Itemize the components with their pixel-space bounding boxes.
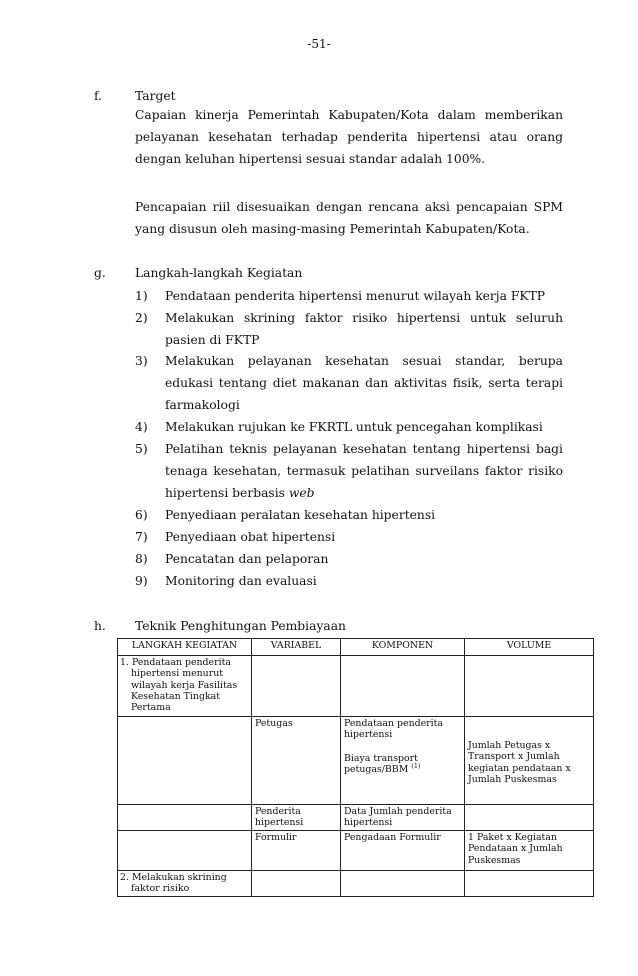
text-line: Penyediaan peralatan kesehatan hipertensi: [165, 508, 436, 522]
variabel-cell: Formulir: [252, 831, 341, 871]
section-f-letter: f.: [94, 89, 103, 103]
list-item: [165, 548, 563, 570]
step-cell: [118, 871, 252, 897]
volume-text: Jumlah Petugas x Transport x Jumlah kegiatan pendataan x Jumlah Puskesmas: [468, 740, 571, 785]
list-item-number: 5): [135, 442, 148, 456]
list-item-number: 6): [135, 508, 148, 522]
text-line: Capaian kinerja Pemerintah Kabupaten/Kota dalam memberikan: [135, 108, 563, 122]
volume-cell: 1 Paket x Kegiatan Pendataan x Jumlah Puskesmas: [465, 831, 594, 871]
footnote-marker: (1): [411, 761, 421, 770]
column-header-komponen: KOMPONEN: [341, 639, 465, 656]
text-line: Kesehatan Tingkat: [131, 690, 220, 702]
text-line: tenaga kesehatan, termasuk pelatihan surveilans faktor risiko: [165, 464, 563, 478]
list-item-number: 2): [135, 311, 148, 325]
table-row: [118, 656, 594, 717]
list-item-number: 9): [135, 574, 148, 588]
list-item: [165, 504, 563, 526]
text-line: edukasi tentang diet makanan dan aktivitas fisik, serta terapi: [165, 376, 563, 390]
table-row: [118, 831, 594, 871]
section-h-title: Teknik Penghitungan Pembiayaan: [135, 619, 346, 633]
text-line: [165, 482, 563, 504]
table-cell: [465, 871, 594, 897]
table-cell: [252, 871, 341, 897]
section-g-letter: g.: [94, 266, 106, 280]
table-cell: [341, 871, 465, 897]
komponen-cell: Pengadaan Formulir: [341, 831, 465, 871]
text-line: pelayanan kesehatan terhadap penderita hipertensi atau orang: [135, 130, 563, 144]
list-item: [165, 416, 563, 438]
text-line: Pendataan penderita hipertensi menurut wilayah kerja FKTP: [165, 289, 546, 303]
text-line: Melakukan rujukan ke FKRTL untuk pencegahan komplikasi: [165, 420, 543, 434]
variabel-cell: Penderita hipertensi: [252, 805, 341, 831]
table-cell: [465, 805, 594, 831]
list-item-number: 4): [135, 420, 148, 434]
text-line: Pencatatan dan pelaporan: [165, 552, 329, 566]
list-item: [165, 285, 563, 307]
section-g-title: Langkah-langkah Kegiatan: [135, 266, 303, 280]
komponen-cell: Data Jumlah penderita hipertensi: [341, 805, 465, 831]
list-item-number: 7): [135, 530, 148, 544]
text-line: hipertensi menurut: [131, 668, 224, 680]
section-f-title: Target: [135, 89, 176, 103]
step-cell: [118, 656, 252, 717]
section-f-paragraph-1: [135, 104, 563, 170]
text-line: Melakukan pelayanan kesehatan sesuai standar, berupa: [165, 354, 563, 368]
table-header-row: [118, 639, 594, 656]
step-text: [120, 872, 248, 895]
section-h-letter: h.: [94, 619, 106, 633]
costing-table: [117, 638, 594, 897]
text-line: Pencapaian riil disesuaikan dengan rencana aksi pencapaian SPM: [135, 200, 563, 214]
page-number: -51-: [307, 37, 331, 51]
volume-cell: [465, 717, 594, 805]
column-header-volume: VOLUME: [465, 639, 594, 656]
table-cell: [118, 717, 252, 805]
table-cell: [341, 656, 465, 717]
text-line: Pendataan penderita: [131, 657, 231, 668]
text-fragment: hipertensi berbasis: [165, 486, 289, 500]
table-cell: [252, 656, 341, 717]
table-row: [118, 717, 594, 805]
text-line: Pertama: [131, 702, 171, 714]
table-row: [118, 871, 594, 897]
komponen-cell: [341, 717, 465, 805]
komponen-text: Biaya transport petugas/BBM: [344, 752, 418, 775]
text-line: pasien di FKTP: [165, 333, 260, 347]
text-line: farmakologi: [165, 398, 240, 412]
column-header-variabel: VARIABEL: [252, 639, 341, 656]
table-row: [118, 805, 594, 831]
step-number: 2.: [120, 872, 129, 883]
list-item-number: 1): [135, 289, 148, 303]
list-item: [165, 438, 563, 504]
komponen-text: Pendataan penderita hipertensi: [344, 718, 443, 741]
list-item: [165, 350, 563, 416]
text-line: dengan keluhan hipertensi sesuai standar adalah 100%.: [135, 152, 486, 166]
list-item: [165, 526, 563, 548]
list-item-number: 3): [135, 354, 148, 368]
table-cell: [118, 831, 252, 871]
text-line: Melakukan skrining: [131, 872, 227, 883]
text-line: Pelatihan teknis pelayanan kesehatan tentang hipertensi bagi: [165, 442, 563, 456]
text-line: Melakukan skrining faktor risiko hipertensi untuk seluruh: [165, 311, 563, 325]
text-line: yang disusun oleh masing-masing Pemerintah Kabupaten/Kota.: [135, 222, 530, 236]
section-f-paragraph-2: [135, 196, 563, 240]
table-cell: [118, 805, 252, 831]
text-line: wilayah kerja Fasilitas: [131, 679, 238, 691]
list-item: [165, 307, 563, 351]
variabel-cell: Petugas: [252, 717, 341, 805]
table-cell: [465, 656, 594, 717]
text-line: Penyediaan obat hipertensi: [165, 530, 336, 544]
list-item-number: 8): [135, 552, 148, 566]
step-number: 1.: [120, 657, 129, 668]
italic-term: web: [288, 486, 315, 500]
text-line: faktor risiko: [131, 883, 190, 895]
text-line: Monitoring dan evaluasi: [165, 574, 317, 588]
list-item: [165, 570, 563, 592]
step-text: [120, 657, 248, 713]
column-header-langkah: LANGKAH KEGIATAN: [118, 639, 252, 656]
